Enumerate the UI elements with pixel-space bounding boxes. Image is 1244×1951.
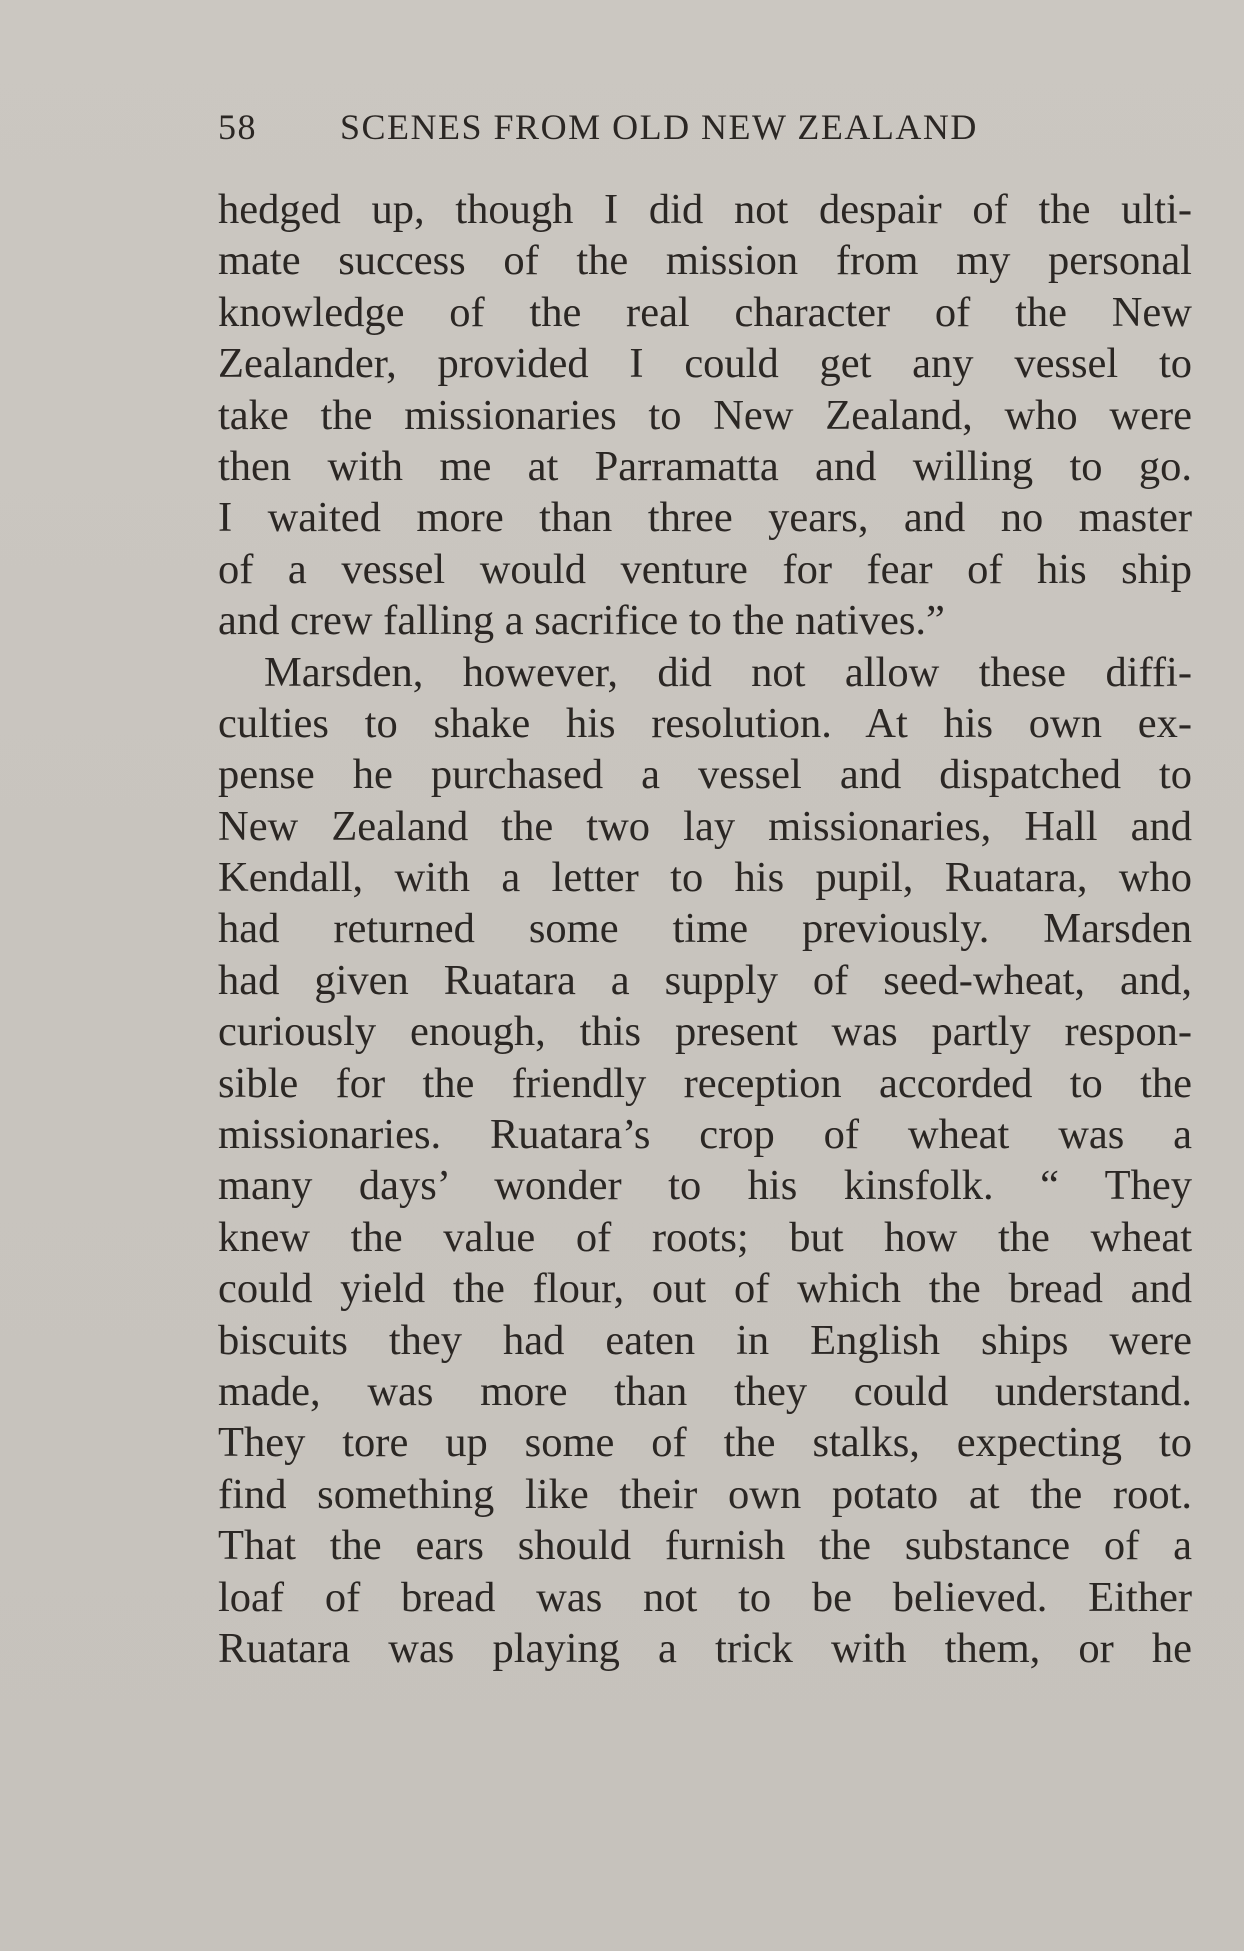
text-line: find something like their own potato at the root. bbox=[218, 1470, 1192, 1518]
text-line: I waited more than three years, and no master bbox=[218, 494, 1192, 542]
text-line: Ruatara was playing a trick with them, or he bbox=[218, 1624, 1192, 1672]
text-line: biscuits they had eaten in English ships were bbox=[218, 1316, 1192, 1364]
text-line: had given Ruatara a supply of seed-wheat, and, bbox=[218, 956, 1192, 1004]
text-line: take the missionaries to New Zealand, who were bbox=[218, 391, 1192, 439]
text-line: culties to shake his resolution. At his own ex- bbox=[218, 699, 1192, 747]
text-line: mate success of the mission from my personal bbox=[218, 237, 1192, 285]
text-line: hedged up, though I did not despair of the ulti- bbox=[218, 186, 1192, 233]
text-line: had returned some time previously. Marsden bbox=[218, 905, 1192, 953]
text-line: They tore up some of the stalks, expecting to bbox=[218, 1419, 1192, 1467]
text-line: New Zealand the two lay missionaries, Hall and bbox=[218, 802, 1192, 850]
text-line: curiously enough, this present was partly respon- bbox=[218, 1008, 1192, 1056]
text-line: loaf of bread was not to be believed. Either bbox=[218, 1573, 1192, 1621]
page-number: 58 bbox=[218, 107, 257, 147]
text-line: of a vessel would venture for fear of his ship bbox=[218, 545, 1192, 593]
text-line: made, was more than they could understand. bbox=[218, 1367, 1192, 1415]
text-line: pense he purchased a vessel and dispatched to bbox=[218, 751, 1192, 799]
text-line: That the ears should furnish the substance of a bbox=[218, 1522, 1192, 1570]
text-line: Kendall, with a letter to his pupil, Ruatara, who bbox=[218, 854, 1192, 902]
text-line: knowledge of the real character of the New bbox=[218, 288, 1192, 336]
text-line: Marsden, however, did not allow these diffi- bbox=[264, 648, 1192, 696]
text-line: missionaries. Ruatara’s crop of wheat was a bbox=[218, 1111, 1192, 1159]
text-line: then with me at Parramatta and willing to go. bbox=[218, 442, 1192, 490]
text-line: knew the value of roots; but how the wheat bbox=[218, 1213, 1192, 1261]
text-line: could yield the flour, out of which the bread and bbox=[218, 1265, 1192, 1313]
running-title: SCENES FROM OLD NEW ZEALAND bbox=[340, 107, 978, 147]
text-line: and crew falling a sacrifice to the natives.” bbox=[218, 597, 945, 645]
body-text bbox=[218, 184, 1192, 1674]
text-line: Zealander, provided I could get any vessel to bbox=[218, 340, 1192, 388]
text-line: sible for the friendly reception accorded to the bbox=[218, 1059, 1192, 1107]
text-line: many days’ wonder to his kinsfolk. “ They bbox=[218, 1162, 1192, 1210]
running-header bbox=[218, 106, 1064, 154]
